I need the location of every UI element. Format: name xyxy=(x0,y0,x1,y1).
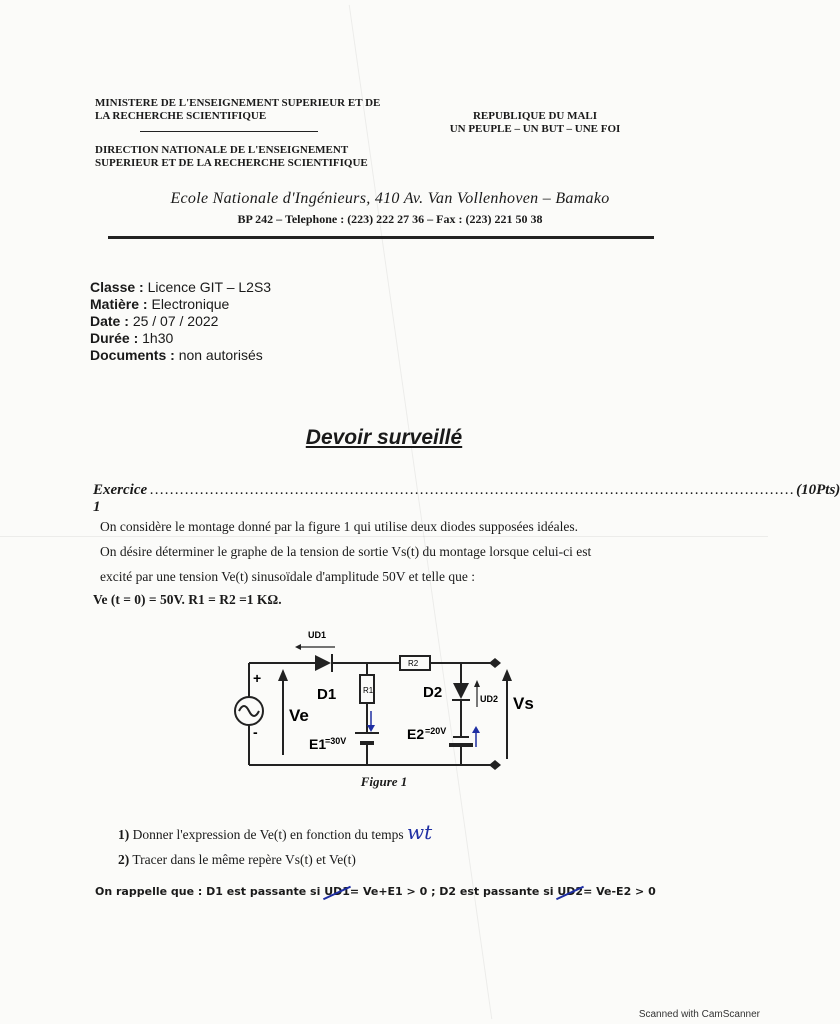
ve-label: Ve xyxy=(289,706,309,725)
school-contact: BP 242 – Telephone : (223) 222 27 36 – Fax : (223) 221 50 38 xyxy=(237,212,543,226)
circuit-diagram xyxy=(225,625,555,775)
info-value: non autorisés xyxy=(178,347,263,363)
ministry-line-1: MINISTERE DE L'ENSEIGNEMENT SUPERIEUR ET DE xyxy=(95,97,381,109)
exercise-points: (10Pts) xyxy=(796,482,840,498)
question-text: Tracer dans le même repère Vs(t) et Ve(t) xyxy=(132,852,356,867)
direction-line-2: SUPERIEUR ET DE LA RECHERCHE SCIENTIFIQUE xyxy=(95,157,368,169)
page-title: Devoir surveillé xyxy=(305,426,463,449)
statement-line: excité par une tension Ve(t) sinusoïdale d'amplitude 50V et telle que : xyxy=(100,569,475,584)
info-sep: : xyxy=(135,279,148,295)
terminal-top-icon xyxy=(489,658,501,668)
info-row xyxy=(90,313,271,330)
exercise-heading xyxy=(93,482,840,516)
info-row xyxy=(90,279,271,296)
scanner-watermark: Scanned with CamScanner xyxy=(638,1009,760,1020)
info-sep: : xyxy=(120,313,133,329)
e2-label: E2 xyxy=(407,726,425,742)
ministry-line-2: LA RECHERCHE SCIENTIFIQUE xyxy=(95,110,267,122)
source-plus: + xyxy=(253,670,262,686)
info-label: Documents xyxy=(90,347,167,363)
source-minus: - xyxy=(253,724,258,740)
question-number: 1) xyxy=(118,827,130,842)
reminder-ud1: UD1 xyxy=(324,885,350,898)
info-sep: : xyxy=(129,330,143,346)
r2-label: R2 xyxy=(408,659,419,668)
info-row xyxy=(90,330,271,347)
reminder-mid: = Ve+E1 > 0 ; D2 est passante si xyxy=(349,885,558,898)
ud1-label: UD1 xyxy=(308,630,327,640)
e2-value: =20V xyxy=(425,726,447,736)
figure-caption: Figure 1 xyxy=(360,774,408,789)
terminal-bottom-icon xyxy=(489,760,501,770)
republic-motto: UN PEUPLE – UN BUT – UNE FOI xyxy=(449,123,621,135)
e1-value: =30V xyxy=(325,736,347,746)
header-rule xyxy=(108,236,654,239)
exercise-label: Exercice 1 xyxy=(93,482,148,515)
question-1 xyxy=(118,820,432,844)
info-value: 25 / 07 / 2022 xyxy=(132,313,219,329)
handwritten-note: wt xyxy=(407,820,433,844)
exercise-statement xyxy=(100,514,680,589)
reminder-line xyxy=(95,885,656,898)
r1-label: R1 xyxy=(363,686,374,695)
info-row xyxy=(90,347,271,364)
info-label: Durée xyxy=(90,330,130,346)
school-name: Ecole Nationale d'Ingénieurs, 410 Av. Van Vollenhoven – Bamako xyxy=(170,190,610,207)
ministry-divider xyxy=(140,131,318,132)
info-value: 1h30 xyxy=(142,330,174,346)
republic-block xyxy=(430,110,640,136)
e1-label: E1 xyxy=(309,736,327,752)
info-label: Matière xyxy=(90,296,140,312)
exam-info xyxy=(90,279,271,364)
d2-label: D2 xyxy=(423,684,443,701)
diode-d1-icon xyxy=(315,655,331,671)
initial-condition: Ve (t = 0) = 50V. R1 = R2 =1 KΩ. xyxy=(93,592,282,607)
statement-line: On désire déterminer le graphe de la tension de sortie Vs(t) du montage lorsque celui-ci est xyxy=(100,544,592,559)
info-value: Licence GIT – L2S3 xyxy=(147,279,272,295)
question-text: Donner l'expression de Ve(t) en fonction du temps xyxy=(132,827,404,842)
info-label: Date xyxy=(90,313,121,329)
info-sep: : xyxy=(139,296,152,312)
republic-name: REPUBLIQUE DU MALI xyxy=(472,110,598,122)
info-label: Classe xyxy=(90,279,136,295)
info-row xyxy=(90,296,271,313)
question-2 xyxy=(118,852,356,868)
reminder-intro: On rappelle que : D1 est passante si xyxy=(95,885,325,898)
info-sep: : xyxy=(166,347,179,363)
d1-label: D1 xyxy=(317,686,337,703)
ud2-label: UD2 xyxy=(480,694,499,704)
ministry-block xyxy=(95,97,425,170)
reminder-ud2: UD2 xyxy=(557,885,584,898)
question-number: 2) xyxy=(118,852,130,867)
info-value: Electronique xyxy=(151,296,230,312)
vs-label: Vs xyxy=(513,694,534,713)
diode-d2-icon xyxy=(453,683,469,699)
exercise-dots: ………………………………………………………………………………………………………………… xyxy=(149,482,795,498)
direction-line-1: DIRECTION NATIONALE DE L'ENSEIGNEMENT xyxy=(95,144,349,156)
reminder-end: = Ve-E2 > 0 xyxy=(583,885,656,898)
statement-line: On considère le montage donné par la figure 1 qui utilise deux diodes supposées idéales. xyxy=(100,519,578,534)
